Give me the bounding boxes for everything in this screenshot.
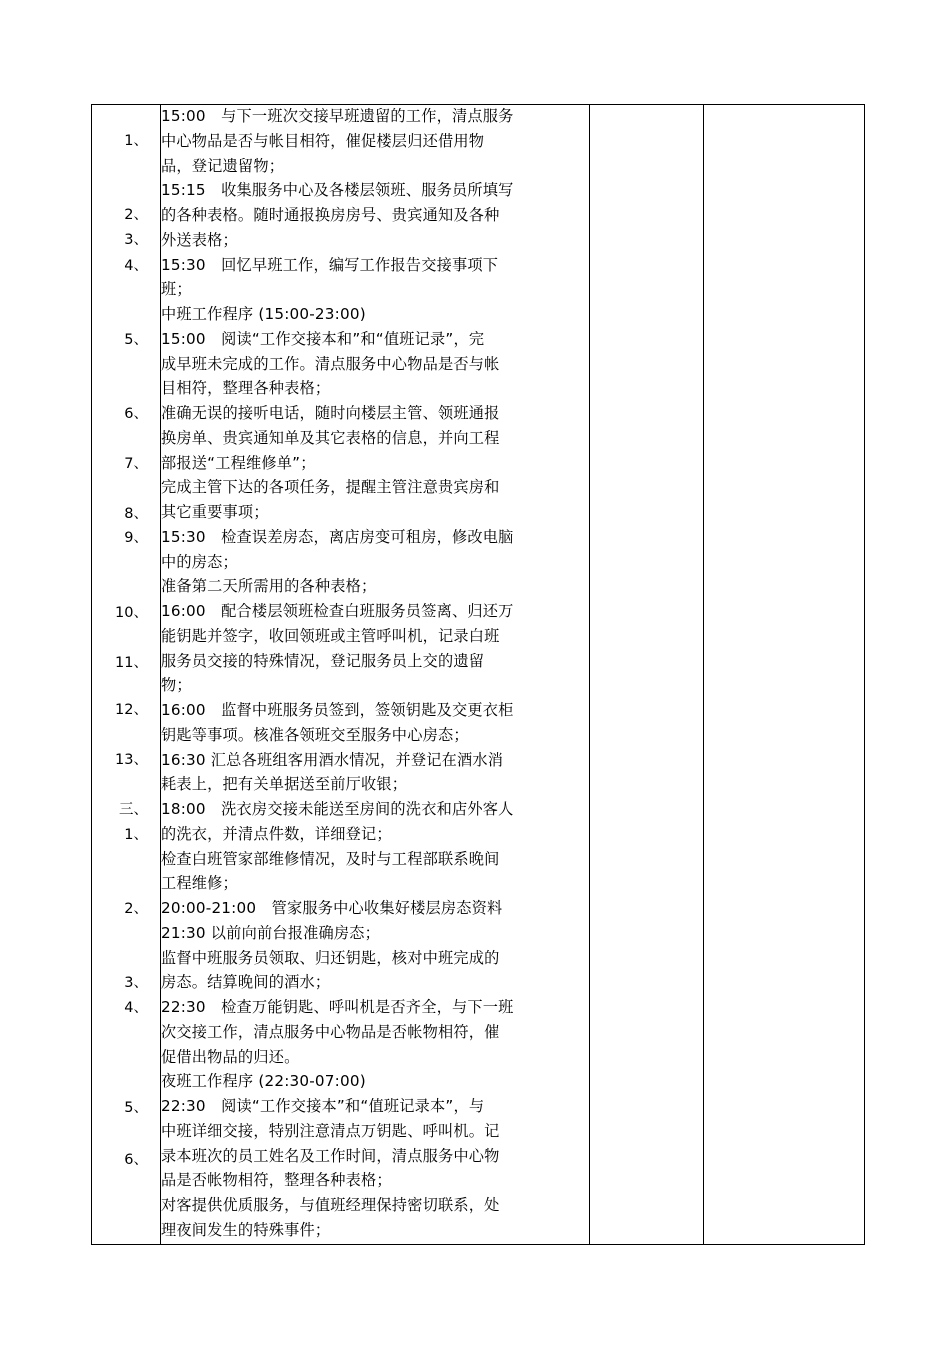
- procedure-line: 中班详细交接，特别注意清点万钥匙、呼叫机。记: [161, 1121, 500, 1140]
- procedure-line: 促借出物品的归还。: [161, 1047, 300, 1066]
- row-number: 7、: [124, 456, 148, 472]
- row-number: 3、: [124, 232, 148, 248]
- row-number: 13、: [115, 752, 148, 768]
- procedure-line: 夜班工作程序 (22:30-07:00): [161, 1072, 366, 1091]
- column-divider-2: [589, 105, 590, 1244]
- procedure-line: 班；: [161, 280, 192, 299]
- row-number: 5、: [124, 1100, 148, 1116]
- row-number: 1、: [124, 133, 148, 149]
- procedure-line: 其它重要事项；: [161, 503, 269, 521]
- column-divider-3: [703, 105, 704, 1244]
- row-number: 6、: [124, 1152, 148, 1168]
- procedure-line: 品是否帐物相符，整理各种表格；: [161, 1171, 392, 1190]
- procedure-line: 15:00 阅读“工作交接本和”和“值班记录”，完: [161, 329, 485, 348]
- procedure-line: 15:00 与下一班次交接早班遗留的工作，清点服务: [161, 107, 514, 125]
- procedure-line: 监督中班服务员领取、归还钥匙，核对中班完成的: [161, 948, 500, 967]
- procedure-line: 耗表上，把有关单据送至前厅收银；: [161, 775, 408, 794]
- procedure-line: 品，登记遗留物；: [161, 156, 285, 175]
- procedure-line: 18:00 洗衣房交接未能送至房间的洗衣和店外客人: [161, 800, 514, 818]
- procedure-line: 的洗衣，并清点件数，详细登记；: [161, 824, 392, 843]
- procedure-line: 中的房态；: [161, 552, 238, 571]
- procedure-line: 检查白班管家部维修情况，及时与工程部联系晚间: [161, 849, 500, 868]
- procedure-line: 部报送“工程维修单”；: [161, 453, 316, 472]
- row-number: 11、: [115, 655, 148, 671]
- procedure-line: 15:30 回忆早班工作，编写工作报告交接事项下: [161, 255, 499, 274]
- procedure-line: 目相符，整理各种表格；: [161, 379, 331, 398]
- procedure-line: 房态。结算晚间的酒水；: [161, 973, 331, 992]
- procedure-line: 完成主管下达的各项任务，提醒主管注意贵宾房和: [161, 478, 500, 497]
- procedure-line: 15:30 检查误差房态，离店房变可租房，修改电脑: [161, 527, 514, 546]
- procedure-line: 能钥匙并签字，收回领班或主管呼叫机，记录白班: [161, 626, 500, 645]
- procedure-line: 对客提供优质服务，与值班经理保持密切联系，处: [161, 1196, 500, 1214]
- procedure-line: 理夜间发生的特殊事件；: [161, 1220, 331, 1239]
- procedure-line: 工程维修；: [161, 874, 238, 893]
- procedure-line: 服务员交接的特殊情况，登记服务员上交的遗留: [161, 651, 485, 670]
- procedure-line: 次交接工作，清点服务中心物品是否帐物相符，催: [161, 1022, 500, 1041]
- procedure-line: 中心物品是否与帐目相符，催促楼层归还借用物: [161, 131, 485, 150]
- procedure-line: 中班工作程序 (15:00-23:00): [161, 305, 366, 323]
- row-number: 12、: [115, 702, 148, 718]
- row-number: 1、: [124, 827, 148, 843]
- procedure-line: 16:00 监督中班服务员签到，签领钥匙及交更衣柜: [161, 701, 514, 719]
- procedure-line: 的各种表格。随时通报换房房号、贵宾通知及各种: [161, 206, 500, 224]
- row-number: 三、: [119, 802, 148, 818]
- procedure-line: 22:30 阅读“工作交接本”和“值班记录本”，与: [161, 1097, 485, 1115]
- row-number: 10、: [115, 605, 148, 621]
- procedure-line: 准确无误的接听电话，随时向楼层主管、领班通报: [161, 404, 500, 422]
- procedure-line: 成早班未完成的工作。清点服务中心物品是否与帐: [161, 354, 500, 373]
- procedure-line: 物；: [161, 676, 192, 695]
- row-number: 8、: [124, 506, 148, 522]
- procedure-line: 22:30 检查万能钥匙、呼叫机是否齐全，与下一班: [161, 998, 514, 1016]
- procedure-line: 钥匙等事项。核准各领班交至服务中心房态；: [161, 725, 469, 744]
- row-number: 2、: [124, 207, 148, 223]
- procedure-line: 20:00-21:00 管家服务中心收集好楼层房态资料: [161, 899, 503, 917]
- row-number: 4、: [124, 258, 148, 274]
- procedure-line: 换房单、贵宾通知单及其它表格的信息，并向工程: [161, 428, 500, 447]
- procedure-line: 外送表格；: [161, 230, 238, 249]
- procedure-line: 录本班次的员工姓名及工作时间，清点服务中心物: [161, 1146, 500, 1165]
- row-number: 5、: [124, 332, 148, 348]
- row-number: 9、: [124, 530, 148, 546]
- row-number: 3、: [124, 975, 148, 991]
- procedure-line: 16:30 汇总各班组客用酒水情况，并登记在酒水消: [161, 750, 504, 769]
- row-number: 4、: [124, 1000, 148, 1016]
- procedure-line: 15:15 收集服务中心及各楼层领班、服务员所填写: [161, 181, 514, 200]
- procedure-line: 16:00 配合楼层领班检查白班服务员签离、归还万: [161, 602, 514, 620]
- procedure-line: 准备第二天所需用的各种表格；: [161, 577, 377, 596]
- row-number: 2、: [124, 901, 148, 917]
- row-number: 6、: [124, 406, 148, 422]
- procedure-line: 21:30 以前向前台报准确房态；: [161, 923, 381, 942]
